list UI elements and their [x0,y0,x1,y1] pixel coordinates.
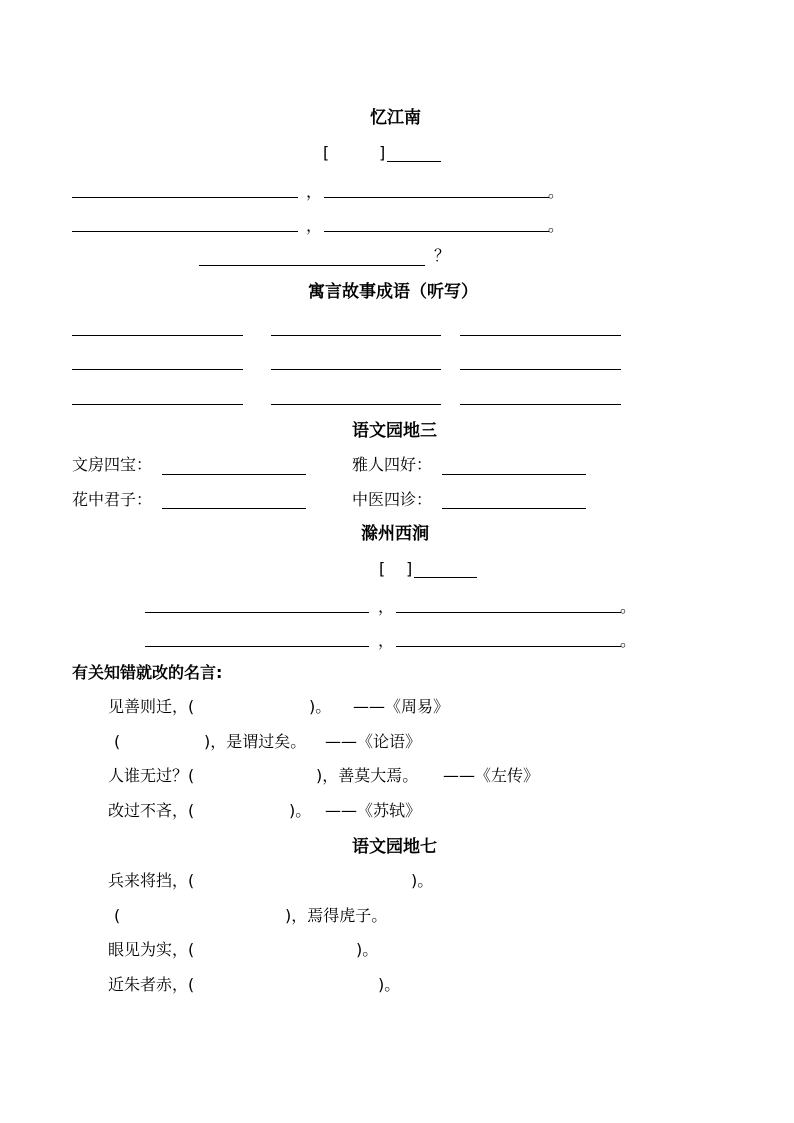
idiom-blank[interactable] [460,335,621,336]
poem1-line3-blank[interactable] [199,265,425,266]
poem2-title: 滁州西涧 [361,524,429,544]
idiom-blank[interactable] [271,335,441,336]
poem2-line1-blank-b[interactable] [396,612,621,613]
poem1-bracket-open: [ [323,143,330,162]
garden3-q4-blank[interactable] [442,508,586,509]
motto3-prefix: 人谁无过？( [108,766,195,785]
motto1-suffix: )。 [309,697,332,716]
motto1-source: ——《周易》 [353,697,450,716]
poem2-line2-blank-b[interactable] [396,646,621,647]
garden3-q2-label: 雅人四好： [352,455,433,474]
poem1-line1-blank-b[interactable] [324,197,549,198]
motto2-suffix: )，是谓过矣。 [204,732,307,751]
poem2-line1-period: 。 [620,597,637,616]
poem2-author-blank[interactable] [414,577,477,578]
garden7-title: 语文园地七 [352,837,437,857]
mottos-heading: 有关知错就改的名言: [72,663,223,682]
idiom-blank[interactable] [72,404,243,405]
idiom-blank[interactable] [72,335,243,336]
idiom-blank[interactable] [72,369,243,370]
garden7-s3-prefix: 眼见为实，( [108,940,195,959]
motto2-source: ——《论语》 [325,732,422,751]
poem1-author-blank[interactable] [387,161,441,162]
garden7-s1-prefix: 兵来将挡，( [108,871,195,890]
poem2-line2-comma: ， [378,631,395,650]
poem1-line1-blank-a[interactable] [72,197,298,198]
poem2-line1-blank-a[interactable] [145,612,369,613]
poem1-bracket-close: ] [379,143,386,162]
motto3-source: ——《左传》 [443,766,540,785]
poem2-bracket-close: ] [406,559,413,578]
motto2-prefix: ( [114,732,121,751]
poem2-line2-period: 。 [620,631,637,650]
garden3-q2-blank[interactable] [442,474,586,475]
garden3-q1-blank[interactable] [162,474,306,475]
poem2-bracket-open: [ [379,559,386,578]
idiom-blank[interactable] [460,404,621,405]
poem1-line2-blank-b[interactable] [324,231,549,232]
idiom-blank[interactable] [460,369,621,370]
garden7-s3-suffix: )。 [356,940,379,959]
poem1-line3-question: ？ [434,246,451,265]
garden3-title: 语文园地三 [352,421,437,441]
motto3-suffix: )，善莫大焉。 [316,766,419,785]
poem1-line2-blank-a[interactable] [72,231,298,232]
poem2-line2-blank-a[interactable] [145,646,369,647]
garden7-s4-prefix: 近朱者赤，( [108,975,195,994]
poem1-line1-comma: ， [306,182,323,201]
poem1-line1-period: 。 [548,182,565,201]
garden3-q1-label: 文房四宝： [72,455,153,474]
garden3-q4-label: 中医四诊： [352,490,433,509]
motto1-prefix: 见善则迁，( [108,697,195,716]
motto4-prefix: 改过不吝，( [108,801,195,820]
motto4-source: ——《苏轼》 [325,801,422,820]
motto4-suffix: )。 [289,801,312,820]
garden3-q3-label: 花中君子： [72,490,153,509]
garden7-s1-suffix: )。 [411,871,434,890]
garden7-s2-prefix: ( [114,906,121,925]
idiom-blank[interactable] [271,369,441,370]
garden3-q3-blank[interactable] [162,508,306,509]
garden7-s4-suffix: )。 [378,975,401,994]
poem2-line1-comma: ， [378,597,395,616]
poem1-line2-comma: ， [306,216,323,235]
idiom-blank[interactable] [271,404,441,405]
idioms-title: 寓言故事成语（听写） [308,282,478,302]
poem1-line2-period: 。 [548,216,565,235]
poem1-title: 忆江南 [370,108,421,128]
garden7-s2-suffix: )，焉得虎子。 [285,906,388,925]
